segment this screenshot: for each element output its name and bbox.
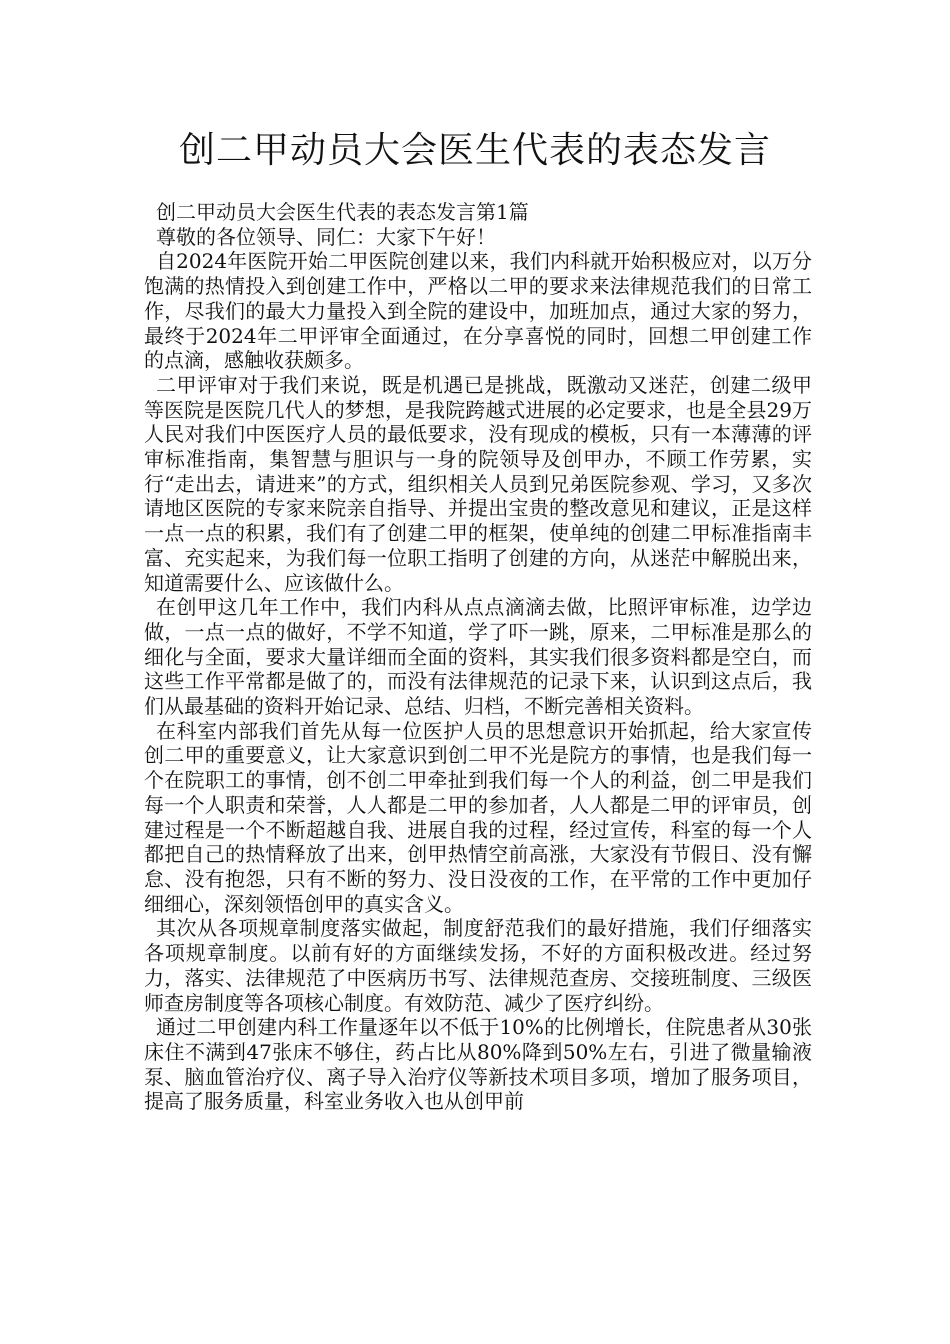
body-paragraph: 二甲评审对于我们来说，既是机遇已是挑战，既激动又迷茫，创建二级甲等医院是医院几代人的梦想，是我院跨越式进展的必定要求，也是全县29万人民对我们中医医疗人员的最低要求，没有现成的模板，只有一本薄薄的评审标准指南，集智慧与胆识与一身的院领导及创甲办，不顾工作劳累，实行“走出去，请进来”的方式，组织相关人员到兄弟医院参观、学习，又多次请地区医院的专家来院亲自指导、并提出宝贵的整改意见和建议，正是这样一点一点的积累，我们有了创建二甲的框架，使单纯的创建二甲标准指南丰富、充实起来，为我们每一位职工指明了创建的方向，从迷茫中解脱出来，知道需要什么、应该做什么。 <box>144 372 812 595</box>
body-paragraph: 在创甲这几年工作中，我们内科从点点滴滴去做，比照评审标准，边学边做，一点一点的做好，不学不知道，学了吓一跳，原来，二甲标准是那么的细化与全面，要求大量详细而全面的资料，其实我们很多资料都是空白，而这些工作平常都是做了的，而没有法律规范的记录下来，认识到这点后，我们从最基础的资料开始记录、总结、归档，不断完善相关资料。 <box>144 595 812 719</box>
body-paragraph: 通过二甲创建内科工作量逐年以不低于10%的比例增长，住院患者从30张床住不满到47张床不够住，药占比从80%降到50%左右，引进了微量输液泵、脑血管治疗仪、离子导入治疗仪等新技术项目多项，增加了服务项目，提高了服务质量，科室业务收入也从创甲前 <box>144 1015 812 1114</box>
body-paragraph: 自2024年医院开始二甲医院创建以来，我们内科就开始积极应对，以万分饱满的热情投入到创建工作中，严格以二甲的要求来法律规范我们的日常工作，尽我们的最大力量投入到全院的建设中，加班加点，通过大家的努力，最终于2024年二甲评审全面通过，在分享喜悦的同时，回想二甲创建工作的点滴，感触收获颇多。 <box>144 249 812 373</box>
document-title: 创二甲动员大会医生代表的表态发言 <box>178 130 771 171</box>
section-heading: 创二甲动员大会医生代表的表态发言第1篇 <box>156 200 529 224</box>
body-paragraph: 其次从各项规章制度落实做起，制度舒范我们的最好措施，我们仔细落实各项规章制度。以前有好的方面继续发扬，不好的方面积极改进。经过努力，落实、法律规范了中医病历书写、法律规范查房、交接班制度、三级医师查房制度等各项核心制度。有效防范、减少了医疗纠纷。 <box>144 916 812 1015</box>
body-paragraph: 在科室内部我们首先从每一位医护人员的思想意识开始抓起，给大家宣传创二甲的重要意义，让大家意识到创二甲不光是院方的事情，也是我们每一个在院职工的事情，创不创二甲牵扯到我们每一个人的利益，创二甲是我们每一个人职责和荣誉，人人都是二甲的参加者，人人都是二甲的评审员，创建过程是一个不断超越自我、进展自我的过程，经过宣传，科室的每一个人都把自己的热情释放了出来，创甲热情空前高涨，大家没有节假日、没有懈怠、没有抱怨，只有不断的努力、没日没夜的工作，在平常的工作中更加仔细细心，深刻领悟创甲的真实含义。 <box>144 718 812 916</box>
document-body <box>144 200 812 1114</box>
greeting-line: 尊敬的各位领导、同仁：大家下午好！ <box>156 224 496 249</box>
